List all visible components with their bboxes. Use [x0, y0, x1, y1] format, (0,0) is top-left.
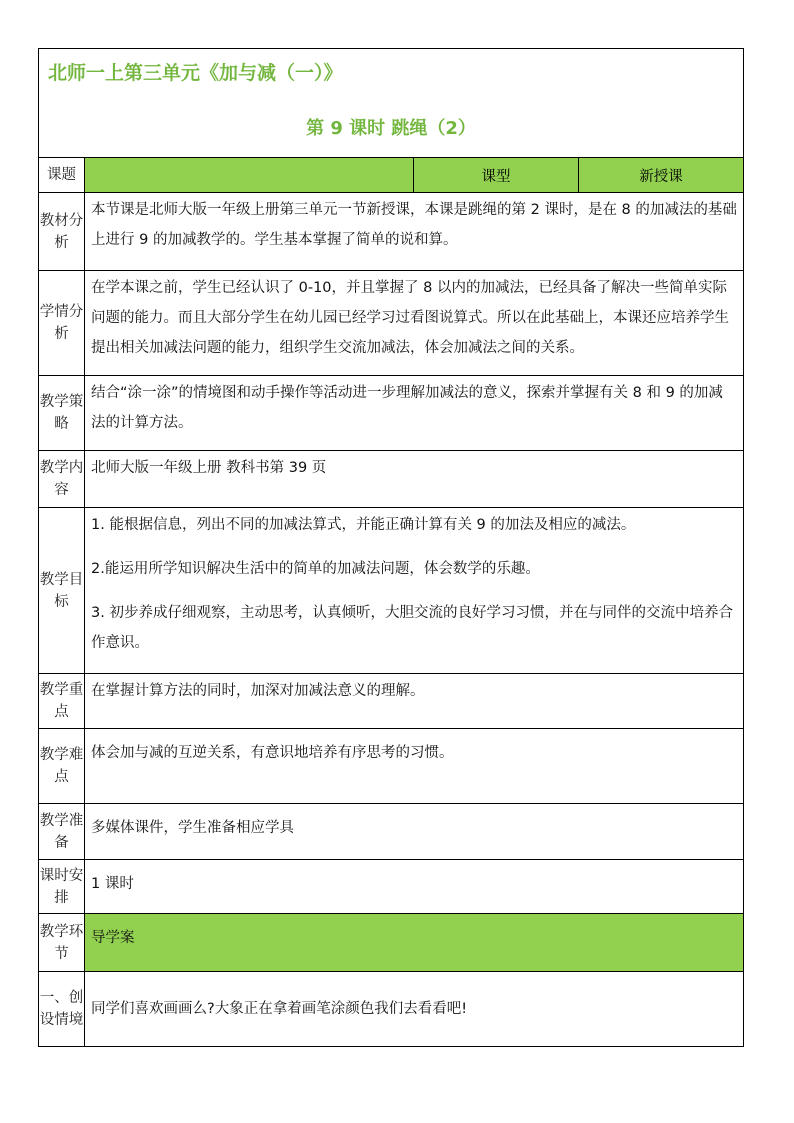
content-text: 北师大版一年级上册 教科书第 39 页 [85, 451, 744, 508]
stage-label: 教学环节 [39, 914, 85, 972]
strategy-text: 结合“涂一涂”的情境图和动手操作等活动进一步理解加减法的意义，探索并掌握有关 8 和 9 的加减法的计算方法。 [85, 376, 744, 451]
strategy-row [39, 376, 744, 451]
goals-row [39, 508, 744, 674]
unit-title: 北师一上第三单元《加与减（一）》 [48, 62, 343, 84]
key-points-label: 教学重点 [39, 674, 85, 729]
stage-text: 导学案 [85, 914, 744, 972]
goal-item: 2.能运用所学知识解决生活中的简单的加减法问题，体会数学的乐趣。 [91, 561, 540, 577]
content-row [39, 451, 744, 508]
strategy-label: 教学策略 [39, 376, 85, 451]
goals-list [85, 508, 744, 674]
students-label: 学情分析 [39, 271, 85, 376]
scenario-row [39, 972, 744, 1047]
lesson-plan-table [38, 48, 744, 1047]
materials-text: 本节课是北师大版一年级上册第三单元一节新授课，本课是跳绳的第 2 课时，是在 8 的加减法的基础上进行 9 的加减教学的。学生基本掌握了简单的说和算。 [85, 193, 744, 271]
scenario-text: 同学们喜欢画画么?大象正在拿着画笔涂颜色我们去看看吧! [85, 972, 744, 1047]
difficulty-row [39, 729, 744, 804]
key-points-text: 在掌握计算方法的同时，加深对加减法意义的理解。 [85, 674, 744, 729]
lesson-title: 第 9 课时 跳绳（2） [306, 118, 476, 139]
materials-row [39, 193, 744, 271]
topic-row [39, 158, 744, 193]
preparation-label: 教学准备 [39, 804, 85, 860]
scenario-label: 一、创设情境 [39, 972, 85, 1047]
content-label: 教学内容 [39, 451, 85, 508]
lesson-type-value: 新授课 [579, 158, 744, 193]
schedule-row [39, 860, 744, 914]
goal-item: 1. 能根据信息，列出不同的加减法算式，并能正确计算有关 9 的加法及相应的减法。 [91, 517, 636, 533]
key-points-row [39, 674, 744, 729]
difficulty-text: 体会加与减的互逆关系，有意识地培养有序思考的习惯。 [85, 729, 744, 804]
lesson-plan-sheet [38, 48, 743, 1047]
header-cell [39, 49, 744, 158]
stage-row [39, 914, 744, 972]
students-text: 在学本课之前，学生已经认识了 0-10，并且掌握了 8 以内的加减法，已经具备了解决一些简单实际问题的能力。而且大部分学生在幼儿园已经学习过看图说算式。所以在此基础上，本课还应培养学生提出相关加减法问题的能力，组织学生交流加减法，体会加减法之间的关系。 [85, 271, 744, 376]
preparation-row [39, 804, 744, 860]
lesson-type-label: 课型 [414, 158, 579, 193]
topic-value [85, 158, 414, 193]
topic-label: 课题 [39, 158, 85, 193]
preparation-text: 多媒体课件，学生准备相应学具 [85, 804, 744, 860]
students-row [39, 271, 744, 376]
goals-label: 教学目标 [39, 508, 85, 674]
schedule-text: 1 课时 [85, 860, 744, 914]
schedule-label: 课时安排 [39, 860, 85, 914]
goal-item: 3. 初步养成仔细观察，主动思考，认真倾听，大胆交流的良好学习习惯，并在与同伴的交流中培养合作意识。 [91, 605, 733, 651]
difficulty-label: 教学难点 [39, 729, 85, 804]
header-row [39, 49, 744, 158]
materials-label: 教材分析 [39, 193, 85, 271]
